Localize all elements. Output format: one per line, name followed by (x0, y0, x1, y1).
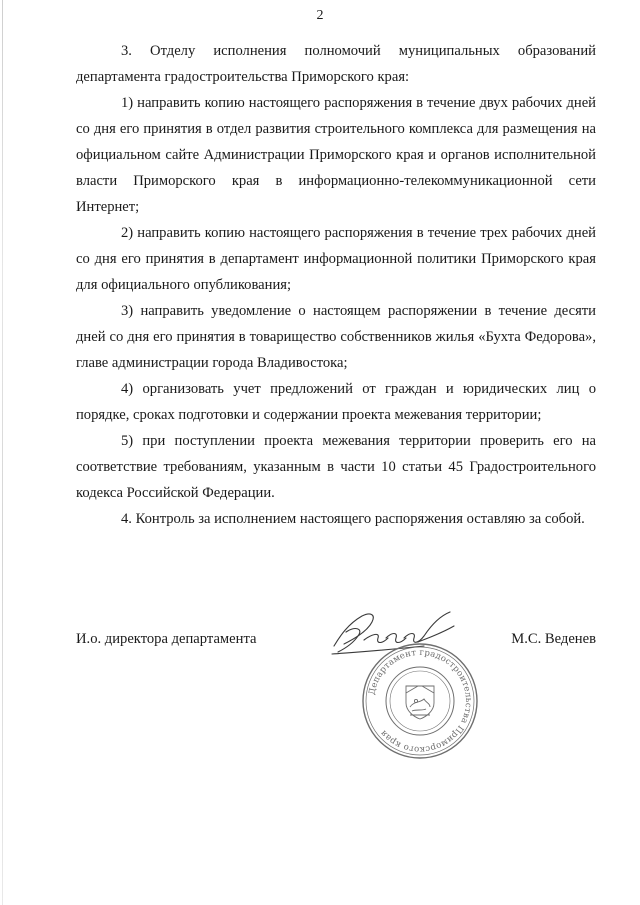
paragraph-subitem-1: 1) направить копию настоящего распоряжения в течение двух рабочих дней со дня его принятия в отдел развития строительного комплекса для размещения на официальном сайте Администрации Приморского края и органов исполнительной власти Приморского края в информационно-телекоммуникационной сети Интернет; (76, 95, 596, 215)
paragraph-subitem-2: 2) направить копию настоящего распоряжения в течение трех рабочих дней со дня его принятия в департамент информационной политики Приморского края для официального опубликования; (76, 225, 596, 293)
svg-text:Департамент градостроительства: Департамент градостроительства Приморского края (367, 647, 474, 755)
document-body (76, 38, 596, 532)
paragraph-subitem-3: 3) направить уведомление о настоящем распоряжении в течение десяти дней со дня его принятия в товарищество собственников жилья «Бухта Федорова», главе администрации города Владивостока; (76, 303, 596, 371)
signatory-position: И.о. директора департамента (76, 631, 257, 647)
page-number: 2 (316, 8, 324, 23)
paragraph-subitem-5: 5) при поступлении проекта межевания территории проверить его на соответствие требованиям, указанным в части 10 статьи 45 Градостроительного кодекса Российской Федерации. (76, 433, 596, 501)
official-seal (360, 641, 480, 761)
coat-of-arms-icon (406, 686, 434, 719)
paragraph-item-3: 3. Отделу исполнения полномочий муниципальных образований департамента градостроительства Приморского края: (76, 43, 596, 85)
signatory-name: М.С. Веденев (511, 631, 596, 647)
paragraph-subitem-4: 4) организовать учет предложений от граждан и юридических лиц о порядке, сроках подготовки и содержании проекта межевания территории; (76, 381, 596, 423)
paragraph-item-4: 4. Контроль за исполнением настоящего распоряжения оставляю за собой. (121, 511, 585, 527)
scan-edge (2, 0, 3, 905)
